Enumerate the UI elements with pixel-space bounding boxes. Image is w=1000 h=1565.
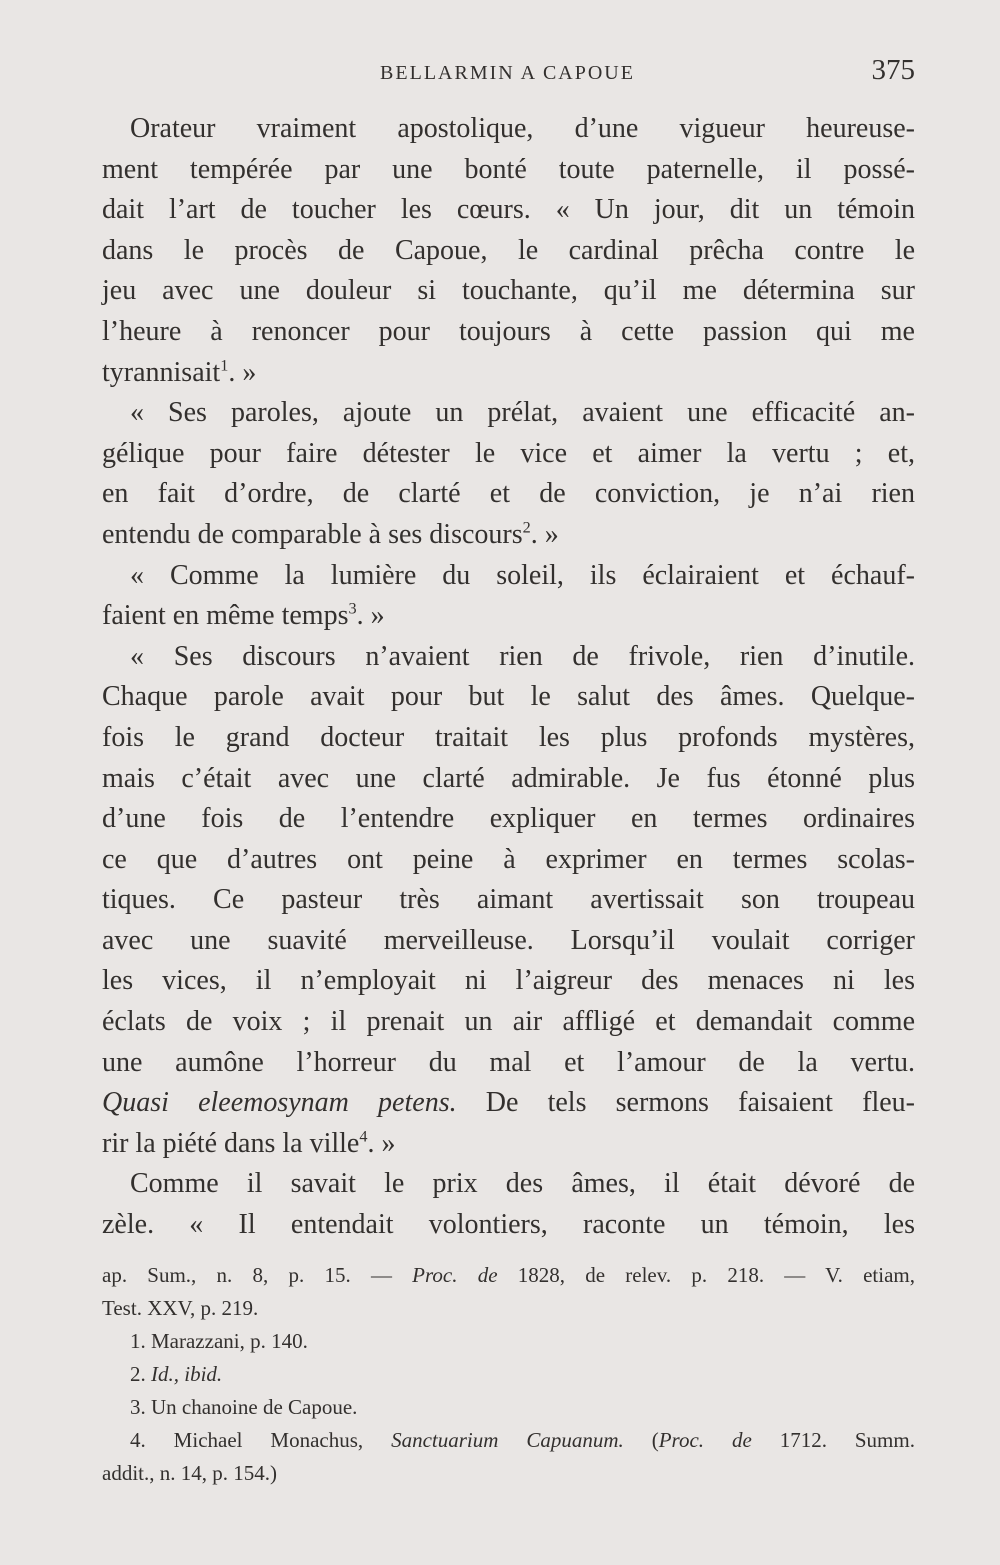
footnote-1: 1. Marazzani, p. 140. bbox=[130, 1329, 308, 1353]
footnote-3: 3. Un chanoine de Capoue. bbox=[130, 1395, 358, 1419]
footnote-continued bbox=[102, 1259, 915, 1292]
footnote-ref: 2 bbox=[522, 518, 531, 537]
line-text: De tels sermons faisaient fleu- bbox=[456, 1087, 915, 1119]
main-text bbox=[102, 109, 915, 1246]
text-line: en fait d’ordre, de clarté et de conviction, je n’ai rien bbox=[102, 478, 915, 510]
footnotes bbox=[102, 1259, 915, 1490]
text-line: « Ses paroles, ajoute un prélat, avaient une efficacité an- bbox=[130, 397, 915, 429]
footnote-text: 1712. Summ. bbox=[751, 1428, 915, 1452]
text-line: Orateur vraiment apostolique, d’une vigueur heureuse- bbox=[130, 113, 915, 144]
line-text: . » bbox=[356, 600, 385, 632]
text-line: gélique pour faire détester le vice et aimer la vertu ; et, bbox=[102, 437, 915, 469]
text-line: ce que d’autres ont peine à exprimer en termes scolas- bbox=[102, 843, 915, 875]
footnote-2 bbox=[102, 1358, 915, 1391]
text-line: mais c’était avec une clarté admirable. Je fus étonné plus bbox=[102, 762, 915, 794]
line-text: . » bbox=[367, 1127, 396, 1159]
footnote-text: 4. Michael Monachus, bbox=[130, 1428, 392, 1452]
footnote-number: 2. bbox=[130, 1362, 151, 1386]
footnote-continued: Test. XXV, p. 219. bbox=[102, 1296, 259, 1320]
text-line bbox=[102, 1124, 915, 1165]
footnote-italic: Sanctuarium Capuanum. bbox=[391, 1428, 624, 1452]
footnote-text: 1828, de relev. p. 218. — V. etiam, bbox=[497, 1263, 915, 1287]
text-line: éclats de voix ; il prenait un air affligé et demandait comme bbox=[102, 1006, 915, 1038]
footnote-ref: 3 bbox=[348, 599, 357, 618]
text-line: l’heure à renoncer pour toujours à cette passion qui me bbox=[102, 315, 915, 347]
text-line: fois le grand docteur traitait les plus profonds mystères, bbox=[102, 721, 915, 753]
footnote-italic: Proc. de bbox=[412, 1263, 498, 1287]
running-title: BELLARMIN A CAPOUE bbox=[380, 62, 635, 84]
footnote-4-continued: addit., n. 14, p. 154.) bbox=[102, 1461, 277, 1485]
page-number: 375 bbox=[871, 54, 915, 86]
running-head bbox=[100, 54, 915, 100]
line-text: tyrannisait bbox=[102, 356, 221, 388]
line-text: faient en même temps bbox=[102, 600, 349, 632]
text-line: une aumône l’horreur du mal et l’amour de la vertu. bbox=[102, 1046, 915, 1078]
text-line bbox=[102, 1083, 915, 1124]
line-text: entendu de comparable à ses discours bbox=[102, 518, 523, 550]
line-text: . » bbox=[530, 518, 559, 550]
line-text: . » bbox=[228, 356, 257, 388]
text-line: Chaque parole avait pour but le salut des âmes. Quelque- bbox=[102, 681, 915, 713]
footnote-text: ap. Sum., n. 8, p. 15. — bbox=[102, 1263, 413, 1287]
text-line: ment tempérée par une bonté toute paternelle, il possé- bbox=[102, 153, 915, 185]
text-line: tiques. Ce pasteur très aimant avertissait son troupeau bbox=[102, 884, 915, 916]
text-line: avec une suavité merveilleuse. Lorsqu’il voulait corriger bbox=[102, 924, 915, 956]
text-line: dans le procès de Capoue, le cardinal prêcha contre le bbox=[102, 234, 915, 266]
text-line: zèle. « Il entendait volontiers, raconte un témoin, les bbox=[102, 1209, 915, 1241]
latin-quote: Quasi eleemosynam petens. bbox=[102, 1087, 457, 1119]
text-line bbox=[102, 596, 915, 637]
text-line: « Ses discours n’avaient rien de frivole, rien d’inutile. bbox=[130, 640, 915, 672]
text-line bbox=[102, 353, 915, 394]
footnote-italic: Proc. de bbox=[658, 1428, 752, 1452]
text-line: jeu avec une douleur si touchante, qu’il me détermina sur bbox=[102, 275, 915, 307]
footnote-ref: 4 bbox=[359, 1127, 368, 1146]
footnote-4 bbox=[102, 1424, 915, 1457]
text-line: dait l’art de toucher les cœurs. « Un jour, dit un témoin bbox=[102, 194, 915, 226]
text-line: d’une fois de l’entendre expliquer en termes ordinaires bbox=[102, 803, 915, 835]
line-text: rir la piété dans la ville bbox=[102, 1127, 360, 1159]
text-line: les vices, il n’employait ni l’aigreur des menaces ni les bbox=[102, 965, 915, 997]
text-line: « Comme la lumière du soleil, ils éclairaient et échauf- bbox=[130, 559, 915, 591]
footnote-text: ( bbox=[623, 1428, 659, 1452]
text-line bbox=[102, 515, 915, 556]
footnote-ref: 1 bbox=[220, 356, 229, 375]
footnote-italic: Id., ibid. bbox=[151, 1362, 223, 1386]
text-line: Comme il savait le prix des âmes, il était dévoré de bbox=[130, 1168, 915, 1200]
